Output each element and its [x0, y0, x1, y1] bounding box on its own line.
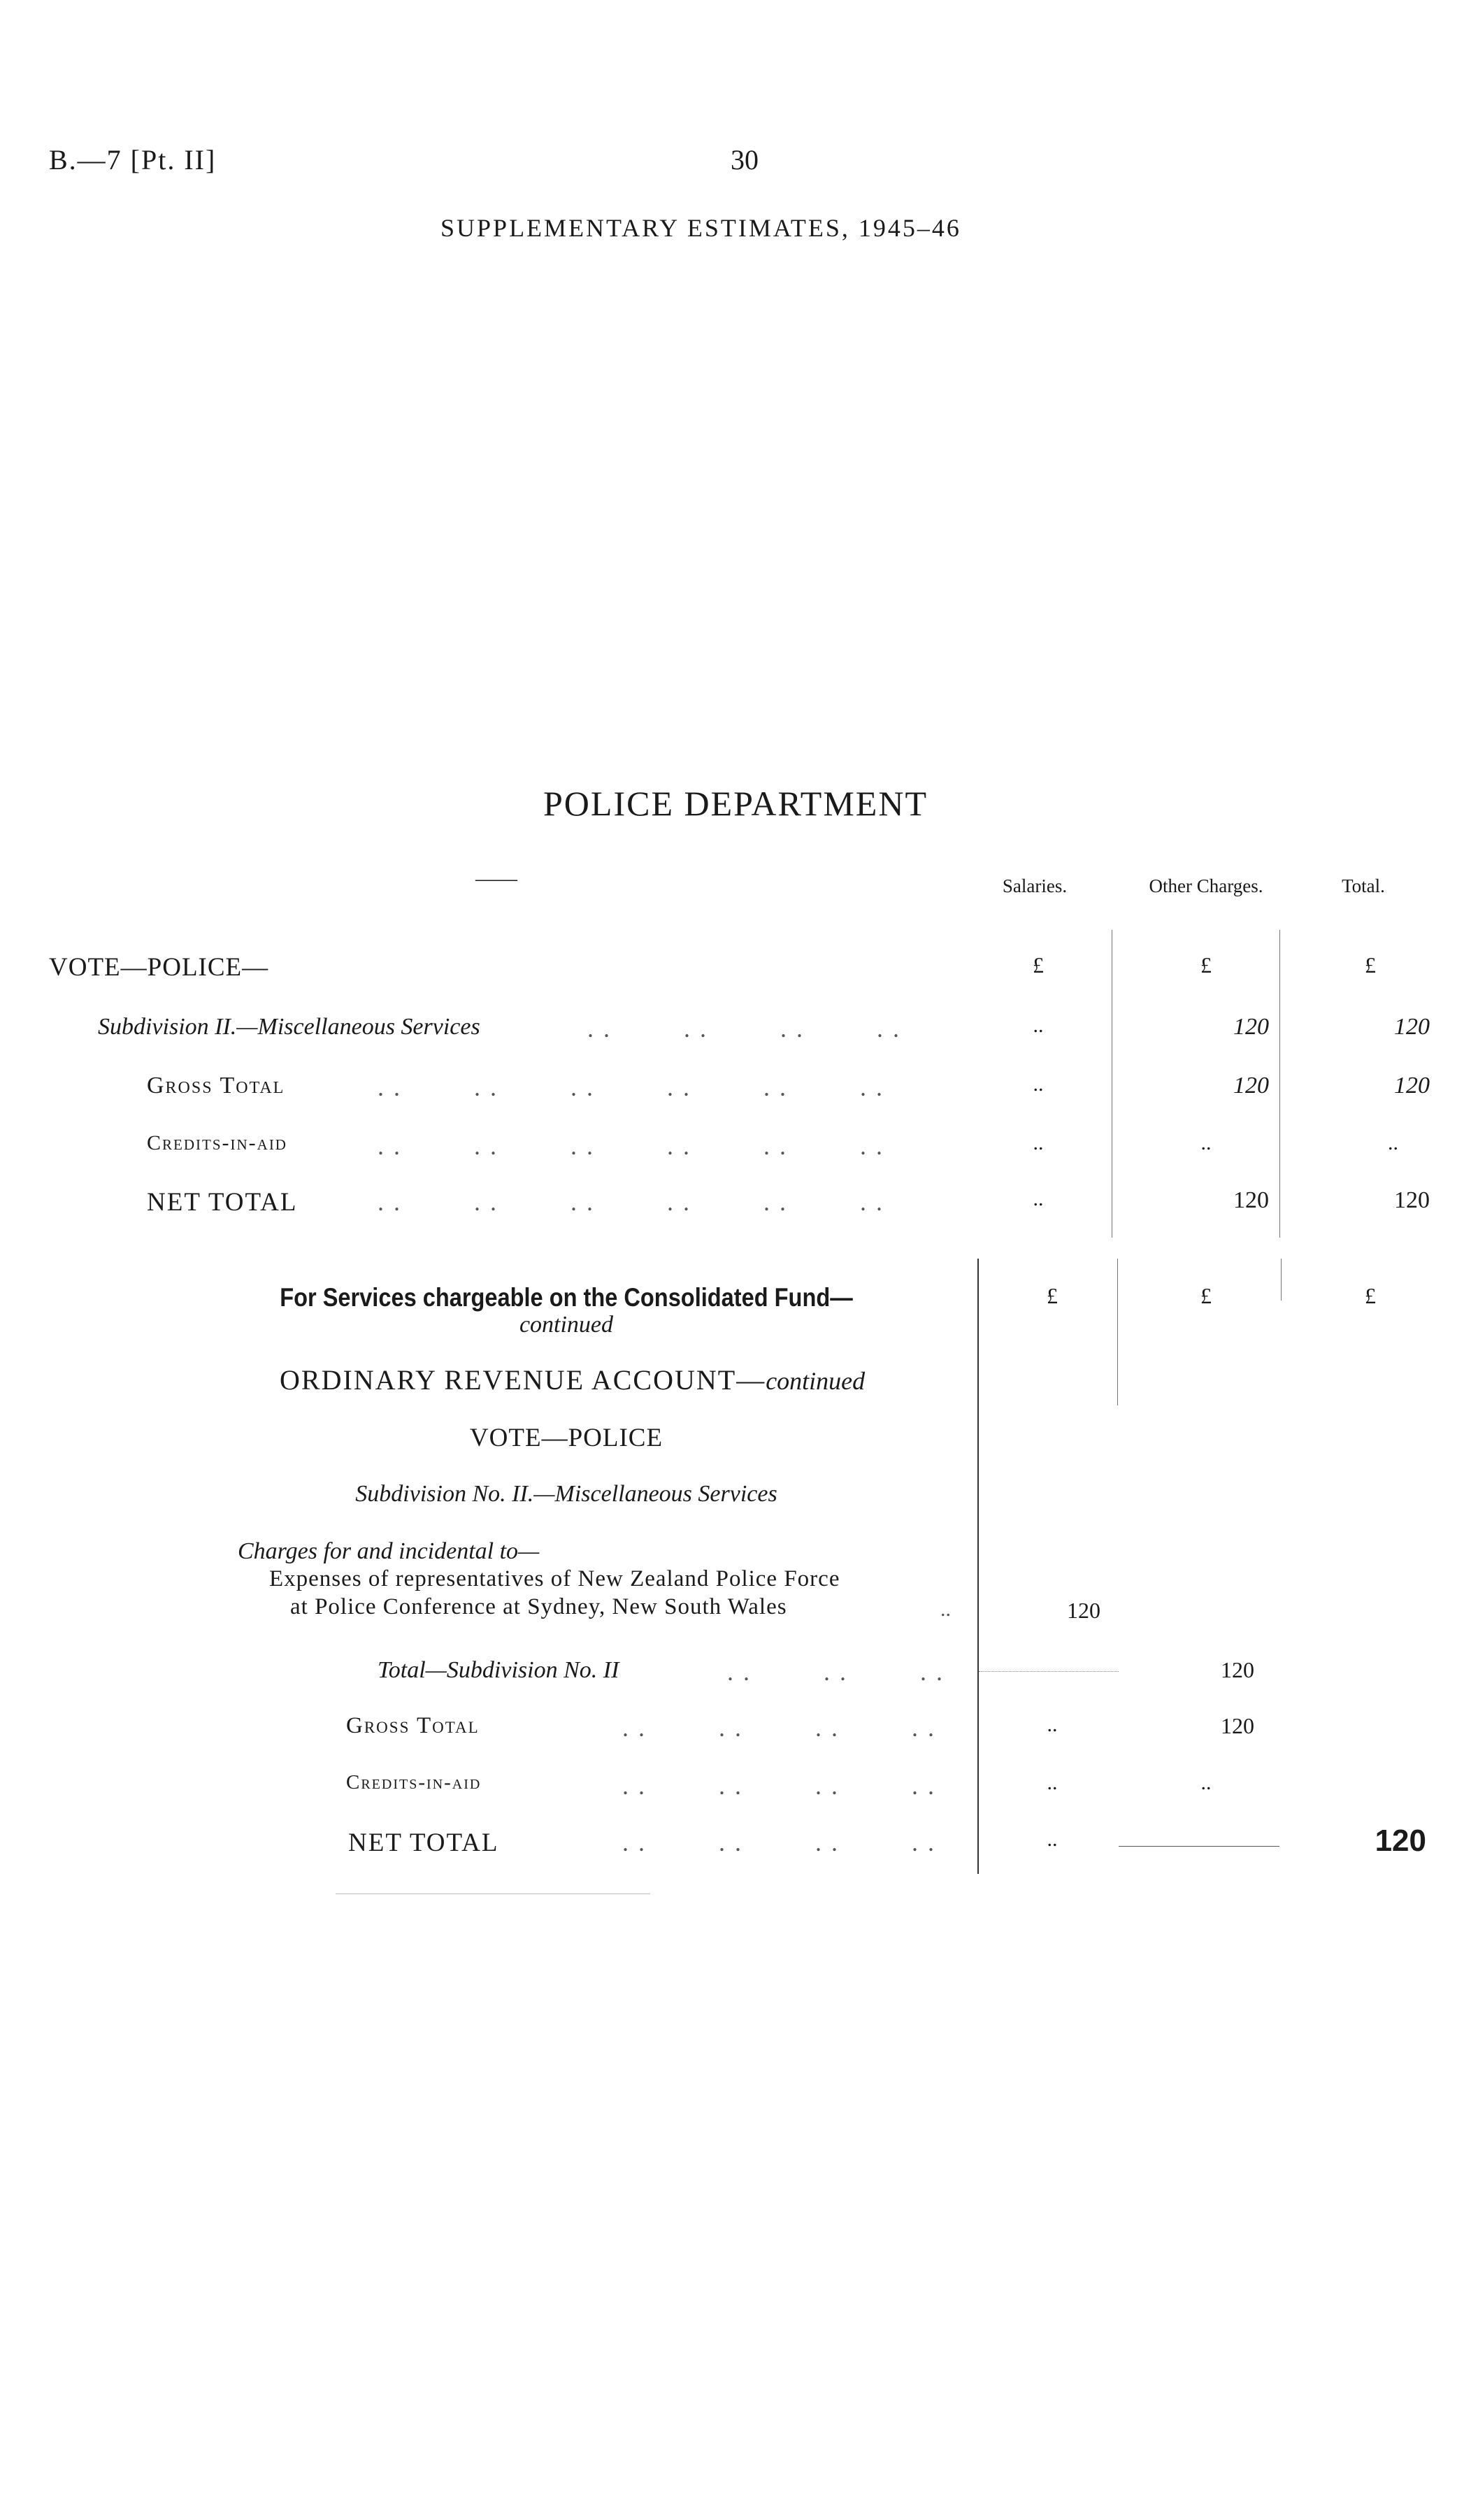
summary-row-credits: Credits-in-aid [147, 1131, 287, 1154]
column-header-other-charges: Other Charges. [1149, 875, 1263, 896]
summary-row-subdivision-total: 120 [1394, 1014, 1430, 1040]
bottom-rule [336, 1893, 650, 1894]
page-number: 30 [731, 144, 759, 176]
detail-row-net-total-value: 120 [1375, 1824, 1426, 1858]
running-title: SUPPLEMENTARY ESTIMATES, 1945–46 [440, 214, 961, 242]
department-title: POLICE DEPARTMENT [543, 784, 928, 823]
detail-vote-label: VOTE—POLICE [469, 1424, 663, 1452]
summary-row-subdivision-salaries: .. [1033, 1014, 1044, 1037]
detail-row-credits-leaders: .. .. .. .. [622, 1772, 944, 1800]
summary-row-gross-total: Gross Total [147, 1073, 285, 1098]
summary-row-subdivision-other: 120 [1233, 1014, 1269, 1040]
detail-row-credits-col1: .. [1047, 1771, 1058, 1794]
detail-row-gross-leaders: .. .. .. .. [622, 1714, 944, 1742]
summary-row-net-other: 120 [1233, 1187, 1269, 1213]
summary-vote-label: VOTE—POLICE— [49, 953, 269, 982]
summary-row-credits-salaries: .. [1033, 1131, 1044, 1154]
detail-row-gross-col2: 120 [1221, 1713, 1254, 1738]
summary-row-net-total-value: 120 [1394, 1187, 1430, 1213]
detail-row-credits: Credits-in-aid [346, 1771, 482, 1794]
detail-row-net-rule [1119, 1846, 1279, 1847]
detail-currency-1: £ [1047, 1283, 1058, 1308]
detail-row-gross-total: Gross Total [346, 1713, 480, 1738]
detail-account-heading [280, 1363, 865, 1396]
summary-row-credits-other: .. [1200, 1131, 1212, 1154]
detail-divider-2 [1117, 1259, 1118, 1405]
summary-currency-total: £ [1365, 952, 1376, 978]
detail-row-gross-col1: .. [1047, 1713, 1058, 1736]
detail-row-subdivision-total: Total—Subdivision No. II [378, 1657, 619, 1683]
summary-header-label: —— [475, 867, 517, 890]
detail-expense-amount: 120 [1067, 1598, 1100, 1623]
column-header-total: Total. [1342, 875, 1385, 896]
detail-subdivision-label: Subdivision No. II.—Miscellaneous Services [355, 1481, 777, 1507]
page-reference: B.—7 [Pt. II] [49, 144, 217, 176]
detail-row-net-total: NET TOTAL [348, 1828, 499, 1857]
summary-row-gross-total-value: 120 [1394, 1073, 1430, 1098]
detail-heading: For Services chargeable on the Consolidated Fund— [280, 1283, 853, 1312]
detail-currency-3: £ [1365, 1283, 1376, 1308]
summary-row-net-salaries: .. [1033, 1187, 1044, 1210]
detail-main-divider [977, 1259, 979, 1874]
summary-row-gross-salaries: .. [1033, 1073, 1044, 1096]
detail-row-net-col1: .. [1047, 1828, 1058, 1851]
summary-row-gross-other: 120 [1233, 1073, 1269, 1098]
summary-divider-2 [1279, 930, 1280, 1238]
summary-row-subdivision-leaders: .. .. .. .. [587, 1015, 909, 1043]
summary-row-subdivision: Subdivision II.—Miscellaneous Services [98, 1014, 480, 1040]
detail-row-subdivision-value: 120 [1221, 1657, 1254, 1682]
detail-row-subdivision-rule [979, 1671, 1119, 1673]
column-header-salaries: Salaries. [1002, 875, 1068, 896]
detail-heading-continued: continued [519, 1312, 614, 1338]
detail-expense-line1: Expenses of representatives of New Zealand Police Force [269, 1566, 840, 1591]
detail-divider-3 [1281, 1259, 1282, 1301]
summary-row-gross-leaders: .. .. .. .. .. .. [378, 1073, 892, 1101]
summary-currency-salaries: £ [1033, 952, 1044, 978]
detail-row-net-leaders: .. .. .. .. [622, 1828, 944, 1856]
summary-currency-other: £ [1200, 952, 1212, 978]
detail-row-subdivision-leaders: .. .. .. [727, 1658, 952, 1686]
summary-row-credits-total: .. [1388, 1131, 1398, 1154]
summary-row-net-total: NET TOTAL [147, 1188, 298, 1217]
summary-row-net-leaders: .. .. .. .. .. .. [378, 1188, 892, 1216]
detail-charges-label: Charges for and incidental to— [238, 1538, 540, 1564]
detail-row-credits-col2: .. [1200, 1771, 1212, 1794]
detail-expense-leaders: .. [940, 1598, 951, 1621]
detail-account-main: ORDINARY REVENUE ACCOUNT— [280, 1364, 766, 1396]
detail-expense-line2: at Police Conference at Sydney, New South Wales [290, 1594, 787, 1619]
detail-currency-2: £ [1200, 1283, 1212, 1308]
summary-row-credits-leaders: .. .. .. .. .. .. [378, 1132, 892, 1160]
detail-account-continued: continued [766, 1367, 866, 1395]
